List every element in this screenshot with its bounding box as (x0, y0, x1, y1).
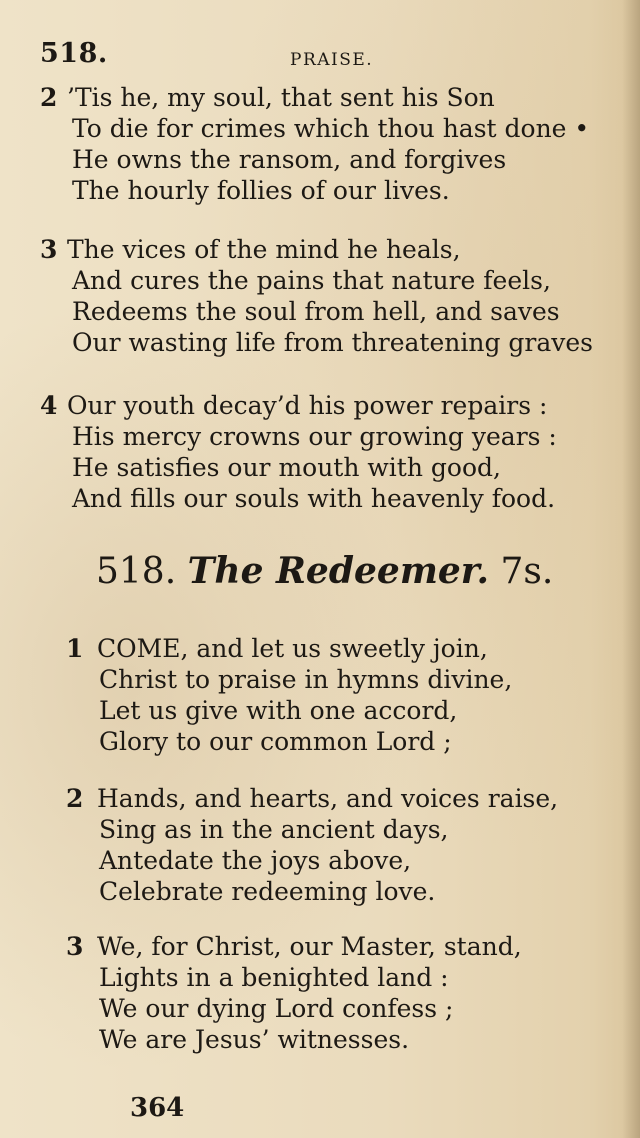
verse-line: We are Jesus’ witnesses. (99, 1025, 410, 1054)
verse-line: And fills our souls with heavenly food. (72, 484, 556, 513)
verse-line: Our wasting life from threatening graves (72, 328, 594, 357)
verse-line: COME, and let us sweetly join, (97, 634, 488, 663)
stanza-number: 4 (40, 391, 58, 420)
verse-line: Lights in a benighted land : (99, 963, 449, 992)
hymn-number: 518. (96, 551, 177, 592)
verse-line: We, for Christ, our Master, stand, (97, 932, 522, 961)
verse-line: The vices of the mind he heals, (67, 235, 461, 264)
hymn-heading (96, 550, 553, 592)
footer-page-number: 364 (130, 1093, 185, 1123)
stanza-number: 2 (66, 784, 84, 813)
page-edge-shadow (622, 0, 640, 1138)
verse-line: Redeems the soul from hell, and saves (72, 297, 560, 326)
verse-line: Glory to our common Lord ; (99, 727, 452, 756)
stanza-number: 2 (40, 83, 58, 112)
hymn-title: The Redeemer. (187, 550, 490, 592)
verse-line: Sing as in the ancient days, (99, 815, 449, 844)
stanza-number: 1 (66, 634, 84, 663)
verse-line: He satisfies our mouth with good, (72, 453, 501, 482)
verse-line: Christ to praise in hymns divine, (99, 665, 513, 694)
header-hymn-number: 518. (40, 38, 108, 69)
verse-line: His mercy crowns our growing years : (72, 422, 557, 451)
verse-line: To die for crimes which thou hast done • (72, 114, 590, 143)
verse-line: Our youth decay’d his power repairs : (67, 391, 548, 420)
stanza-number: 3 (40, 235, 58, 264)
verse-line: ’Tis he, my soul, that sent his Son (67, 83, 495, 112)
verse-line: And cures the pains that nature feels, (72, 266, 551, 295)
verse-line: Celebrate redeeming love. (99, 877, 436, 906)
stanza-number: 3 (66, 932, 84, 961)
running-title: PRAISE. (290, 50, 374, 70)
verse-line: Let us give with one accord, (99, 696, 458, 725)
hymn-meter: 7s. (500, 551, 554, 592)
verse-line: The hourly follies of our lives. (72, 176, 450, 205)
verse-line: Hands, and hearts, and voices raise, (97, 784, 559, 813)
verse-line: He owns the ransom, and forgives (72, 145, 507, 174)
verse-line: We our dying Lord confess ; (99, 994, 454, 1023)
verse-line: Antedate the joys above, (99, 846, 412, 875)
